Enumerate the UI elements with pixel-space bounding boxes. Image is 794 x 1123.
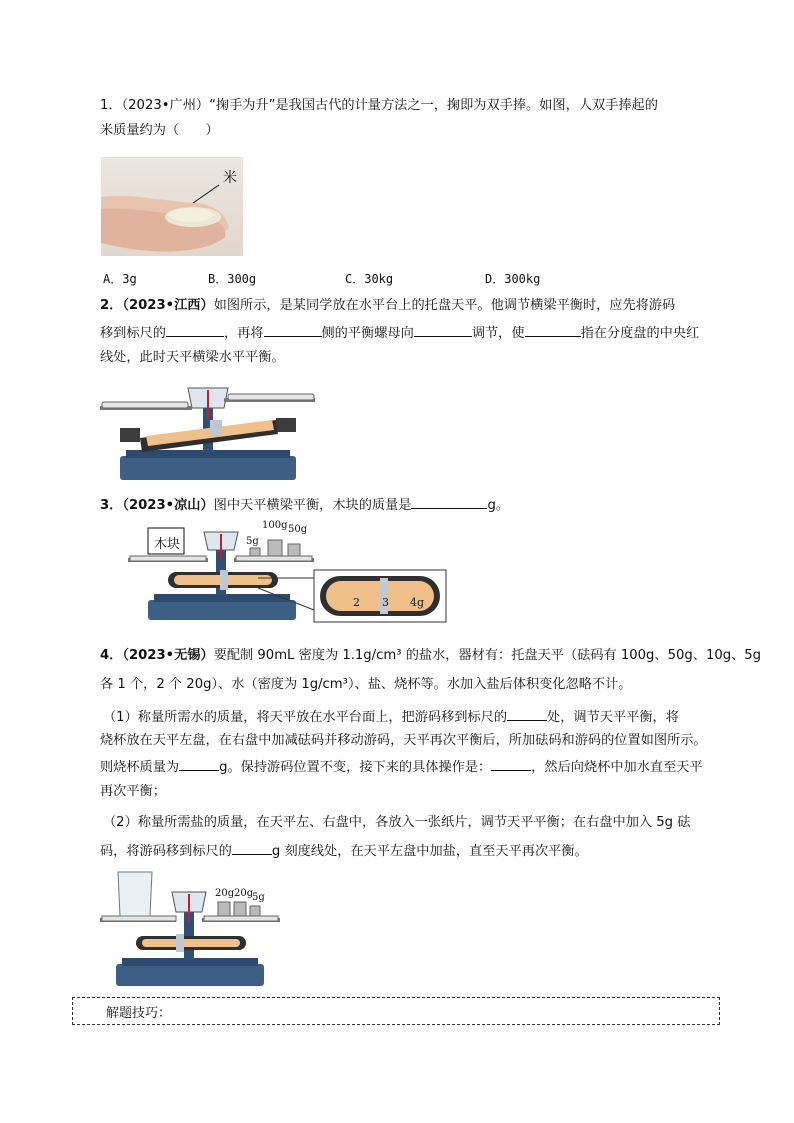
q2-text-c: 侧的平衡螺母向 xyxy=(321,326,414,341)
q3-block-label: 木块 xyxy=(154,537,181,552)
q4-weight-20g-b: 20g xyxy=(234,888,254,899)
solving-tips-box xyxy=(72,997,720,1025)
q4-p1-text-d: 则烧杯质量为 xyxy=(100,760,180,775)
q1-hands-rice-image xyxy=(101,157,243,256)
q1-option-a: A．3g xyxy=(103,272,137,286)
q4-p1-text-a: （1）称量所需水的质量，将天平放在水平台面上，把游码移到标尺的 xyxy=(103,710,508,725)
q4-p1-line2: 烧杯放在天平左盘，在右盘中加减砝码并移动游码，天平再次平衡后，所加砝码和游码的位置如图所示。 xyxy=(100,733,707,748)
q2-line3: 线处，此时天平横梁水平平衡。 xyxy=(100,350,285,365)
q3-balance-figure xyxy=(128,520,448,624)
q2-blank-1[interactable] xyxy=(166,322,224,337)
q3-weight-50g: 50g xyxy=(288,524,308,535)
q1-option-c: C．30kg xyxy=(345,272,394,286)
q4-line2: 各 1 个，2 个 20g）、水（密度为 1g/cm³）、盐、烧杯等。水加入盐后体积变化忽略不计。 xyxy=(100,677,632,692)
q4-p1-text-e: g。保持游码位置不变，接下来的具体操作是： xyxy=(219,760,492,775)
q3-line xyxy=(100,494,509,516)
q4-p1-text-b: 处，调节天平平衡，将 xyxy=(547,710,679,725)
solving-tips-label: 解题技巧： xyxy=(106,1006,172,1021)
q4-line1 xyxy=(100,646,761,666)
q4-blank-4[interactable] xyxy=(232,840,272,855)
q3-scale-label-2: 2 xyxy=(353,596,360,609)
q3-text-b: g。 xyxy=(487,498,510,513)
q1-image-label: 米 xyxy=(223,170,237,186)
q2-text-b: ，再将 xyxy=(223,326,264,341)
q2-text-a: 移到标尺的 xyxy=(100,326,166,341)
q4-p2-line1: （2）称量所需盐的质量，在天平左、右盘中，各放入一张纸片，调节天平平衡；在右盘中加入 5g 砝 xyxy=(103,815,691,830)
q1-option-b: B．300g xyxy=(208,272,257,286)
q2-text-e: 指在分度盘的中央红 xyxy=(580,326,700,341)
q4-p1-line1 xyxy=(103,706,679,728)
q2-line1 xyxy=(100,296,675,316)
q2-text-d: 调节，使 xyxy=(471,326,525,341)
q4-p1-line3 xyxy=(100,756,703,778)
q2-line2 xyxy=(100,322,699,344)
q1-line1: 1．（2023•广州）“掬手为升”是我国古代的计量方法之一，掬即为双手捧。如图，人双手捧起的 xyxy=(100,98,658,113)
q2-blank-2[interactable] xyxy=(264,322,322,337)
q4-blank-3[interactable] xyxy=(491,756,531,771)
q3-weight-100g: 100g xyxy=(262,520,288,531)
q3-blank[interactable] xyxy=(411,494,487,509)
q2-source: 2．（2023•江西） xyxy=(100,298,214,313)
q3-scale-label-3: 3 xyxy=(382,596,389,609)
q2-text: 如图所示，是某同学放在水平台上的托盘天平。他调节横梁平衡时，应先将游码 xyxy=(213,298,676,313)
q4-text-1: 要配制 90mL 密度为 1.1g/cm³ 的盐水，器材有：托盘天平（砝码有 100g、50g、10g、5g xyxy=(213,648,762,663)
q4-blank-2[interactable] xyxy=(179,756,219,771)
q4-weight-5g: 5g xyxy=(252,892,265,903)
q3-scale-label-4g: 4g xyxy=(410,596,425,609)
q1-line2: 米质量约为（ ） xyxy=(100,123,219,138)
q4-source: 4．（2023•无锡） xyxy=(100,648,214,663)
q4-p2-line2 xyxy=(100,840,588,862)
q2-blank-4[interactable] xyxy=(525,322,581,337)
q4-weight-20g-a: 20g xyxy=(215,888,235,899)
q4-p2-text-c: g 刻度线处，在天平左盘中加盐，直至天平再次平衡。 xyxy=(271,844,588,859)
q2-blank-3[interactable] xyxy=(414,322,472,337)
q3-text-a: 图中天平横梁平衡，木块的质量是 xyxy=(213,498,412,513)
q1-option-d: D．300kg xyxy=(485,272,541,286)
q2-balance-figure xyxy=(100,378,315,484)
q4-balance-figure xyxy=(100,868,280,990)
q3-source: 3．（2023•凉山） xyxy=(100,498,214,513)
q4-p1-text-f: ，然后向烧杯中加水直至天平 xyxy=(531,760,703,775)
q4-p1-line4: 再次平衡； xyxy=(100,784,166,799)
q4-blank-1[interactable] xyxy=(507,706,547,721)
q3-weight-5g: 5g xyxy=(246,536,259,547)
q4-p2-text-b: 码，将游码移到标尺的 xyxy=(100,844,232,859)
